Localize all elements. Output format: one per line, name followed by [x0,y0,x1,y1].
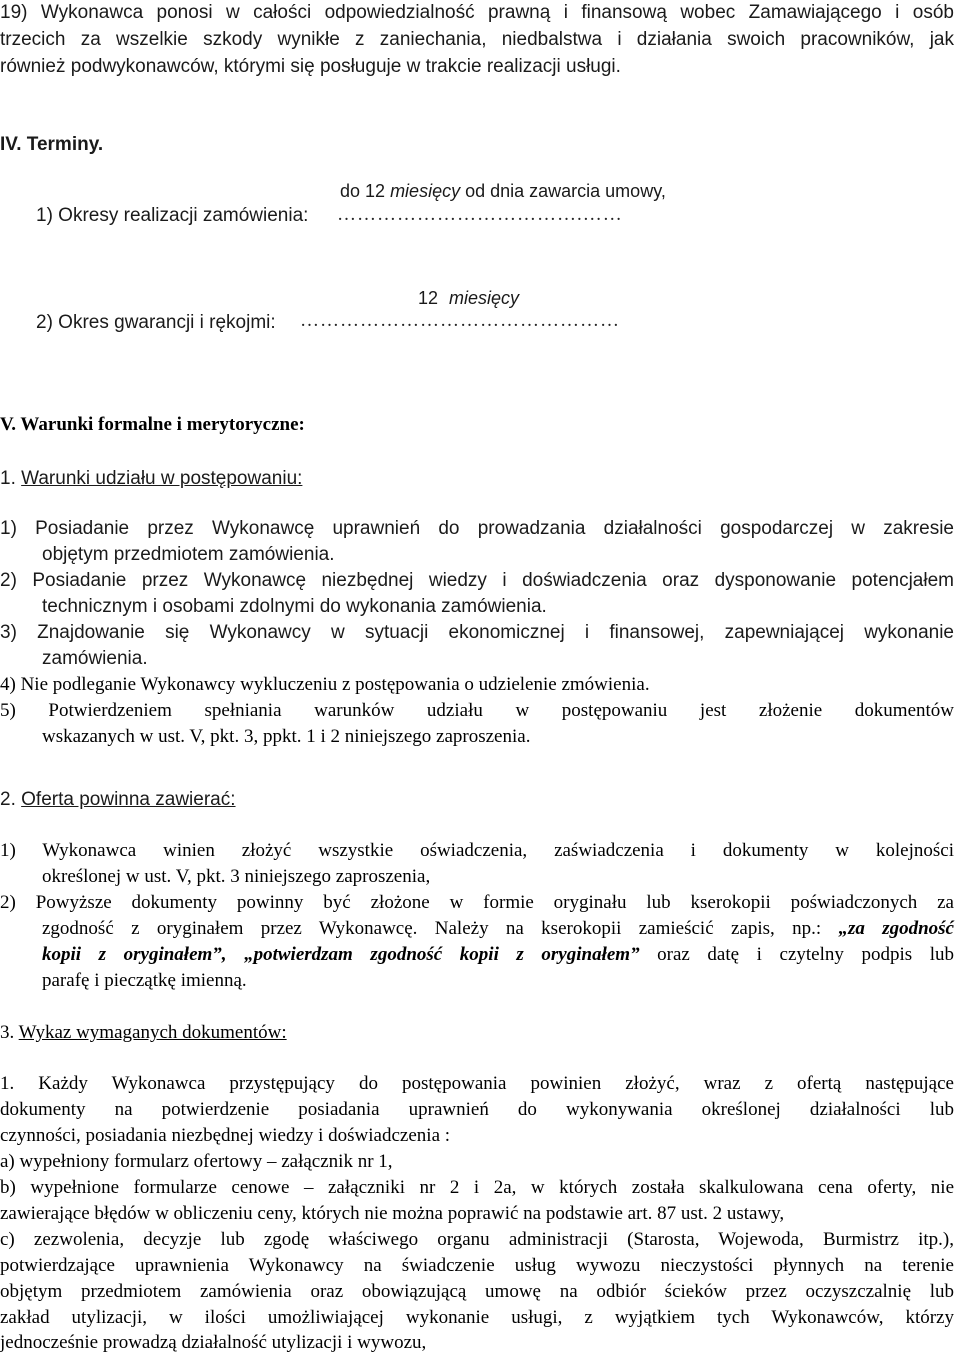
docs-item-a: a) wypełniony formularz ofertowy – załącznik nr 1, [0,1151,393,1172]
offer-2-line-4: parafę i pieczątkę imienną. [42,970,247,991]
condition-2-line-2: technicznym i osobami zdolnymi do wykonania zamówienia. [42,596,547,617]
condition-3-line-1: 3) Znajdowanie się Wykonawcy w sytuacji ekonomicznej i finansowej, zapewniającej wykonanie [0,622,954,643]
subsection-1-text: Warunki udziału w postępowaniu: [21,468,303,489]
term-warranty-label: 2) Okres gwarancji i rękojmi: [36,312,276,333]
docs-item-c-line-3: objętym przedmiotem zamówienia oraz obowiązującą umowę na odbiór ścieków przez oczyszczalnię lub [0,1281,954,1302]
subsection-3-text: Wykaz wymaganych dokumentów: [18,1022,287,1043]
term-realization-prefix: do 12 [340,181,386,201]
term-warranty-unit: miesięcy [449,288,520,308]
docs-para-line-3: czynności, posiadania niezbędnej wiedzy i doświadczenia : [0,1125,451,1146]
subsection-1-number: 1. [0,468,16,489]
offer-2-line-3 [42,942,954,968]
subsection-2-text: Oferta powinna zawierać: [21,789,236,810]
condition-4-line-1: 4) Nie podleganie Wykonawcy wykluczeniu z postępowania o udzielenie zmówienia. [0,674,650,695]
subsection-2-title [0,787,236,813]
docs-para-line-1: 1. Każdy Wykonawca przystępujący do postępowania powinien złożyć, wraz z ofertą następujące [0,1073,954,1094]
offer-2-line-1: 2) Powyższe dokumenty powinny być złożone w formie oryginału lub kserokopii poświadczonych za [0,892,954,913]
docs-item-c-line-4: zakład utylizacji, w ilości umożliwiającej wykonanie usługi, z wyjątkiem tych Wykonawców, którzy [0,1307,954,1328]
intro-line-2: trzecich za wszelkie szkody wynikłe z zaniechania, niedbalstwa i działania swoich pracowników, jak [0,29,954,50]
term-realization-suffix: od dnia zawarcia umowy, [465,181,666,201]
term-realization-dots: ……………………………….…… [337,204,623,225]
offer-2-line-2-text: zgodność z oryginałem przez Wykonawcę. Należy na kserokopii zamieścić zapis, np.: [42,918,839,939]
docs-item-c-line-5: jednocześnie prowadzą działalność utylizacji i wywozu, [0,1332,427,1353]
docs-item-b-line-1: b) wypełnione formularze cenowe – załączniki nr 2 i 2a, w których została skalkulowana cena oferty, nie [0,1177,954,1198]
condition-2-line-1: 2) Posiadanie przez Wykonawcę niezbędnej wiedzy i doświadczenia oraz dysponowanie potencjałem [0,570,954,591]
section-v-heading: V. Warunki formalne i merytoryczne: [0,414,305,435]
subsection-2-number: 2. [0,789,16,810]
subsection-3-title [0,1020,287,1046]
condition-5-line-1: 5) Potwierdzeniem spełniania warunków udziału w postępowaniu jest złożenie dokumentów [0,700,954,721]
condition-1-line-1: 1) Posiadanie przez Wykonawcę uprawnień do prowadzania działalności gospodarczej w zakresie [0,518,954,539]
docs-para-line-2: dokumenty na potwierdzenie posiadania uprawnień do wykonywania określonej działalności lub [0,1099,954,1120]
term-realization-unit: miesięcy [390,181,461,201]
subsection-1-title [0,466,302,492]
docs-item-b-line-2: zawierające błędów w obliczeniu ceny, których nie można poprawić na podstawie art. 87 ust. 2 ustawy, [0,1203,785,1224]
condition-5-line-2: wskazanych w ust. V, pkt. 3, ppkt. 1 i 2 niniejszego zaproszenia. [42,726,531,747]
offer-2-quote-2: kopii z oryginałem”, „potwierdzam zgodność kopii z oryginałem” [42,944,640,965]
docs-item-c-line-1: c) zezwolenia, decyzje lub zgodę właściwego organu administracji (Starosta, Wojewoda, Burmistrz itp.), [0,1229,954,1250]
condition-1-line-2: objętym przedmiotem zamówienia. [42,544,335,565]
term-realization-label: 1) Okresy realizacji zamówienia: [36,205,309,226]
section-iv-heading: IV. Terminy. [0,134,104,155]
condition-3-line-2: zamówienia. [42,648,148,669]
offer-2-line-2 [42,916,954,942]
intro-line-3: również podwykonawców, którymi się posługuje w trakcie realizacji usługi. [0,56,621,77]
offer-1-line-2: określonej w ust. V, pkt. 3 niniejszego zaproszenia, [42,866,431,887]
offer-2-quote-1: „za zgodność [838,918,954,939]
offer-1-line-1: 1) Wykonawca winien złożyć wszystkie oświadczenia, zaświadczenia i dokumenty w kolejności [0,840,954,861]
docs-item-c-line-2: potwierdzające uprawnienia Wykonawcy na świadczenie usług wywozu nieczystości płynnych na terenie [0,1255,954,1276]
offer-2-line-3-text: oraz datę i czytelny podpis lub [639,944,954,965]
term-warranty-number: 12 [418,288,439,308]
term-realization-value [340,178,666,204]
term-warranty-dots: ………………………………………… [300,310,620,331]
subsection-3-number: 3. [0,1022,15,1043]
intro-line-1: 19) Wykonawca ponosi w całości odpowiedzialność prawną i finansową wobec Zamawiającego i osób [0,2,954,23]
